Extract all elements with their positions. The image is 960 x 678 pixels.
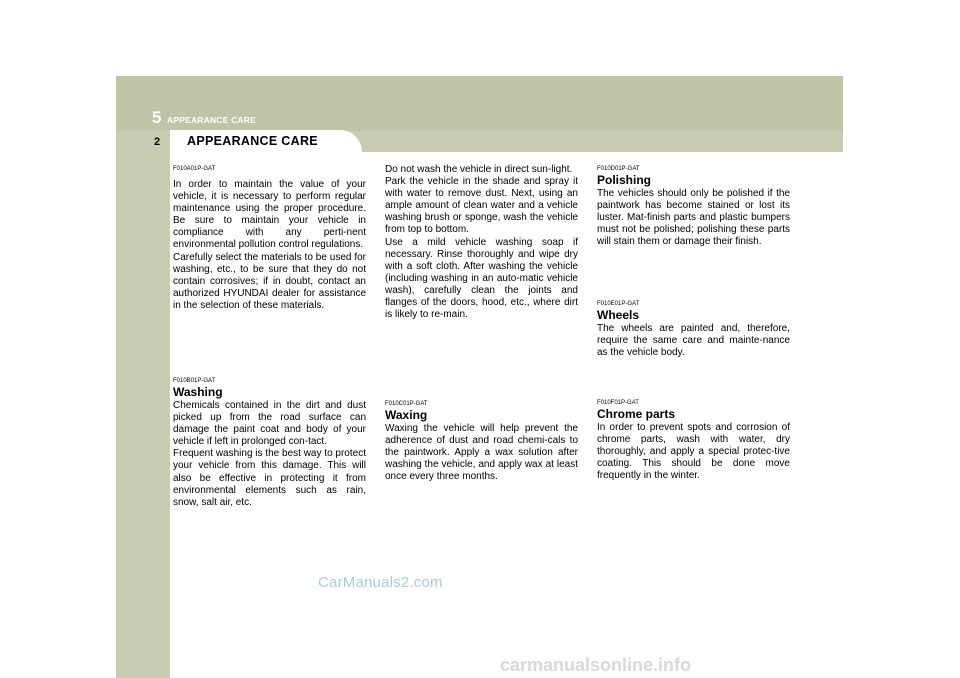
section-title: APPEARANCE CARE bbox=[187, 134, 318, 148]
section-code: F010A01P-GAT bbox=[173, 166, 216, 172]
intro-block bbox=[173, 165, 366, 312]
washing-text: Chemicals contained in the dirt and dust picked up from the road surface can damage the paint coat and body of your vehicle if left in prolonged con-tact. Frequent washing is the best way to protect your vehicle from this damage. This will also be effective in protecting it from environmental elements such as rain, snow, salt air, etc. bbox=[173, 400, 366, 508]
page-number: 2 bbox=[154, 136, 161, 148]
waxing-block bbox=[385, 400, 578, 483]
chapter-number: 5 bbox=[152, 108, 162, 127]
wheels-heading: Wheels bbox=[597, 308, 640, 322]
waxing-heading: Waxing bbox=[385, 408, 428, 422]
polishing-block bbox=[597, 165, 790, 248]
footer-watermark: carmanualsonline.info bbox=[500, 655, 692, 675]
chrome-parts-block bbox=[597, 399, 790, 482]
wheels-text: The wheels are painted and, therefore, require the same care and mainte-nance as the vehicle body. bbox=[597, 323, 790, 359]
chapter-title: APPEARANCE CARE bbox=[167, 115, 256, 125]
washing-continued-block bbox=[385, 164, 578, 321]
section-code: F010F01P-GAT bbox=[597, 400, 639, 406]
section-code: F010C01P-GAT bbox=[385, 401, 428, 407]
washing-continued-text: Do not wash the vehicle in direct sun-light. Park the vehicle in the shade and spray it with water to remove dust. Next, using an ample amount of clean water and a vehicle washing brush or sponge, wash the vehicle from top to bottom. Use a mild vehicle washing soap if necessary. Rinse thoroughly and wipe dry with a soft cloth. After washing the vehicle (including washing in an auto-matic vehicle wash), carefully clean the joints and flanges of the doors, hood, etc., where dirt is likely to re-main. bbox=[385, 164, 578, 321]
intro-text: In order to maintain the value of your vehicle, it is necessary to perform regular maintenance using the proper procedure. Be sure to maintain your vehicle in compliance with any perti-nent environmental pollution control regulations. Carefully select the materials to be used for washing, etc., to be sure that they do not contain corrosives; if in doubt, contact an authorized HYUNDAI dealer for assistance in the selection of these materials. bbox=[173, 179, 366, 311]
carmanuals-watermark: CarManuals2.com bbox=[318, 574, 443, 591]
section-code: F010B01P-GAT bbox=[173, 378, 216, 384]
section-code: F010E01P-GAT bbox=[597, 301, 640, 307]
washing-block bbox=[173, 377, 366, 509]
chrome-parts-heading: Chrome parts bbox=[597, 407, 676, 421]
middle-column bbox=[385, 164, 578, 514]
right-column bbox=[597, 165, 790, 495]
wheels-block bbox=[597, 300, 790, 359]
polishing-heading: Polishing bbox=[597, 173, 651, 187]
waxing-text: Waxing the vehicle will help prevent the adherence of dust and road chemi-cals to the paintwork. Apply a wax solution after washing the vehicle, and apply wax at least once every three months. bbox=[385, 423, 578, 483]
polishing-text: The vehicles should only be polished if the paintwork has become stained or lost its luster. Mat-finish parts and plastic bumpers must not be polished; polishing these parts will stain them or damage their finish. bbox=[597, 188, 790, 248]
left-column bbox=[173, 165, 366, 545]
section-tab bbox=[170, 130, 362, 152]
section-code: F010D01P-GAT bbox=[597, 166, 640, 172]
chrome-parts-text: In order to prevent spots and corrosion of chrome parts, wash with water, dry thoroughly, and apply a special protec-tive coating. This should be done move frequently in the winter. bbox=[597, 422, 790, 482]
washing-heading: Washing bbox=[173, 385, 223, 399]
